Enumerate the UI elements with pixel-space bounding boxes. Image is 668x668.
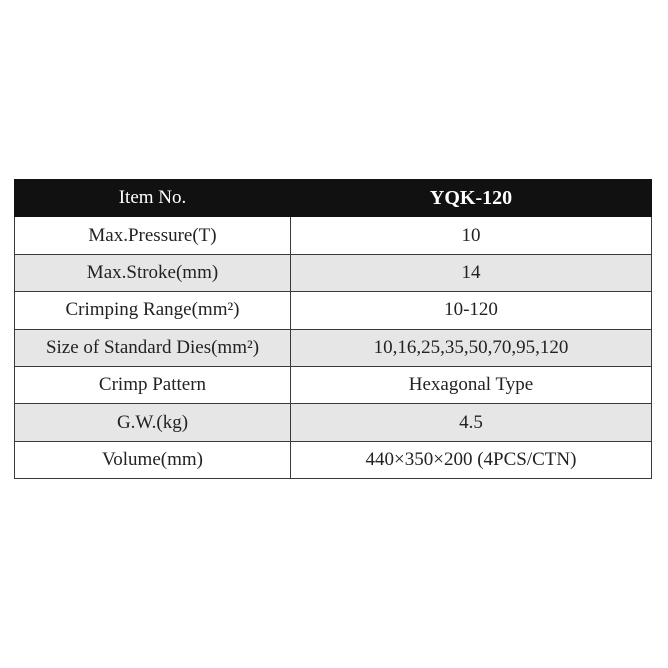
- row-label: Max.Stroke(mm): [15, 254, 291, 291]
- row-label: Volume(mm): [15, 441, 291, 478]
- row-value: 10-120: [291, 292, 652, 329]
- table-row: [15, 366, 652, 403]
- header-model-cell: YQK-120: [291, 180, 652, 217]
- table-row: [15, 217, 652, 254]
- table-row: [15, 329, 652, 366]
- row-value: 14: [291, 254, 652, 291]
- header-label-cell: Item No.: [15, 180, 291, 217]
- row-value: 440×350×200 (4PCS/CTN): [291, 441, 652, 478]
- row-value: 10: [291, 217, 652, 254]
- row-label: Size of Standard Dies(mm²): [15, 329, 291, 366]
- row-label: Crimp Pattern: [15, 366, 291, 403]
- row-label: G.W.(kg): [15, 404, 291, 441]
- row-value: 4.5: [291, 404, 652, 441]
- table-row: [15, 404, 652, 441]
- table-row: [15, 441, 652, 478]
- row-value: Hexagonal Type: [291, 366, 652, 403]
- row-label: Crimping Range(mm²): [15, 292, 291, 329]
- spec-table: [14, 179, 652, 479]
- table-row: [15, 254, 652, 291]
- row-value: 10,16,25,35,50,70,95,120: [291, 329, 652, 366]
- row-label: Max.Pressure(T): [15, 217, 291, 254]
- table-row: [15, 292, 652, 329]
- table-header-row: [15, 180, 652, 217]
